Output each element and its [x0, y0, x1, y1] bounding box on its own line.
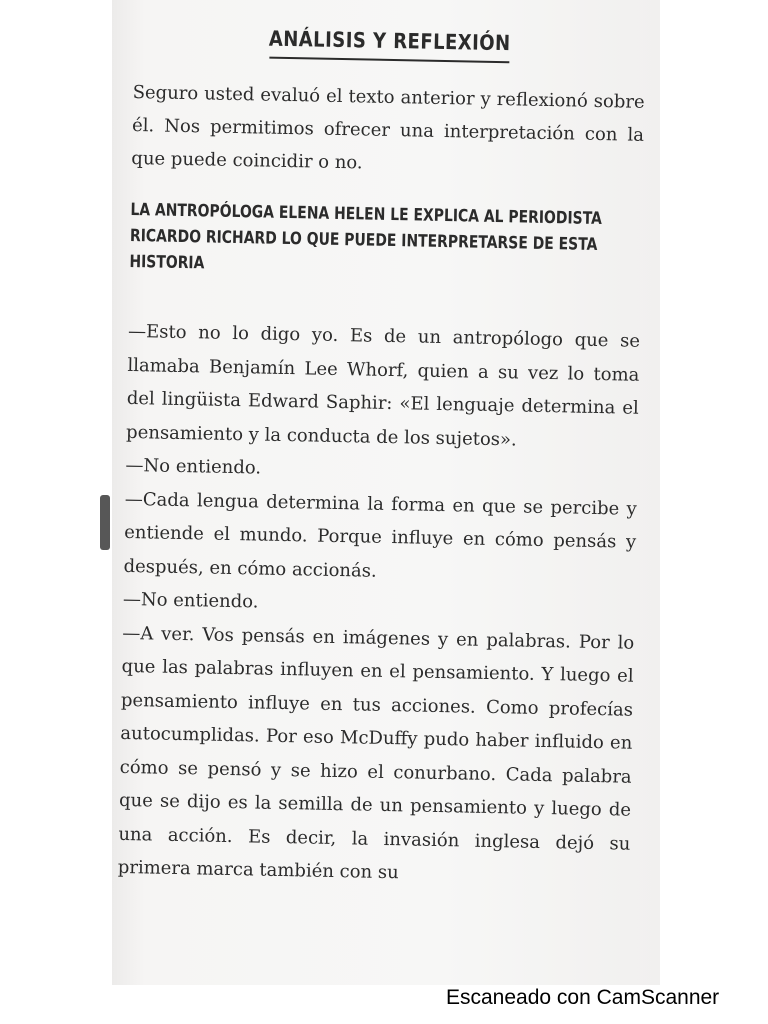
binding-shadow	[100, 495, 110, 550]
section-title: ANÁLISIS Y REFLEXIÓN	[268, 26, 511, 56]
title-underline	[269, 57, 509, 64]
paragraph-5: —A ver. Vos pensás en imágenes y en palabras. Por lo que las palabras influyen en el pensamiento. Y luego el pensamiento influye en tus acciones. Como profecías autocumplidas. Por eso McDuffy pudo haber influido en cómo se pensó y se hizo el conurbano. Cada palabra que se dijo es la semilla de un pensamiento y luego de una acción. Es decir, la invasión inglesa dejó su primera marca también con su	[117, 622, 635, 884]
intro-paragraph: Seguro usted evaluó el texto anterior y reflexionó sobre él. Nos permitimos ofrecer una interpretación con la que puede coincidir o no.	[131, 81, 645, 174]
paragraph-3: —Cada lengua determina la forma en que se percibe y entiende el mundo. Porque influye en cómo pensás y después, en cómo accionás.	[123, 488, 637, 582]
page-content	[117, 24, 645, 894]
paragraph-4: —No entiendo.	[122, 588, 259, 613]
camscanner-watermark: Escaneado con CamScanner	[446, 986, 720, 1009]
paragraph-1: —Esto no lo digo yo. Es de un antropólogo que se llamaba Benjamín Lee Whorf, quien a su vez lo toma del lingüista Edward Saphir: «El lenguaje determina el pensamiento y la conducta de los sujetos».	[125, 320, 641, 450]
dialogue-body	[117, 315, 640, 894]
paragraph-2: —No entiendo.	[125, 454, 262, 479]
subheading: LA ANTROPÓLOGA ELENA HELEN LE EXPLICA AL PERIODISTA RICARDO RICHARD LO QUE PUEDE INTERPRETARSE DE ESTA HISTORIA	[129, 199, 603, 274]
